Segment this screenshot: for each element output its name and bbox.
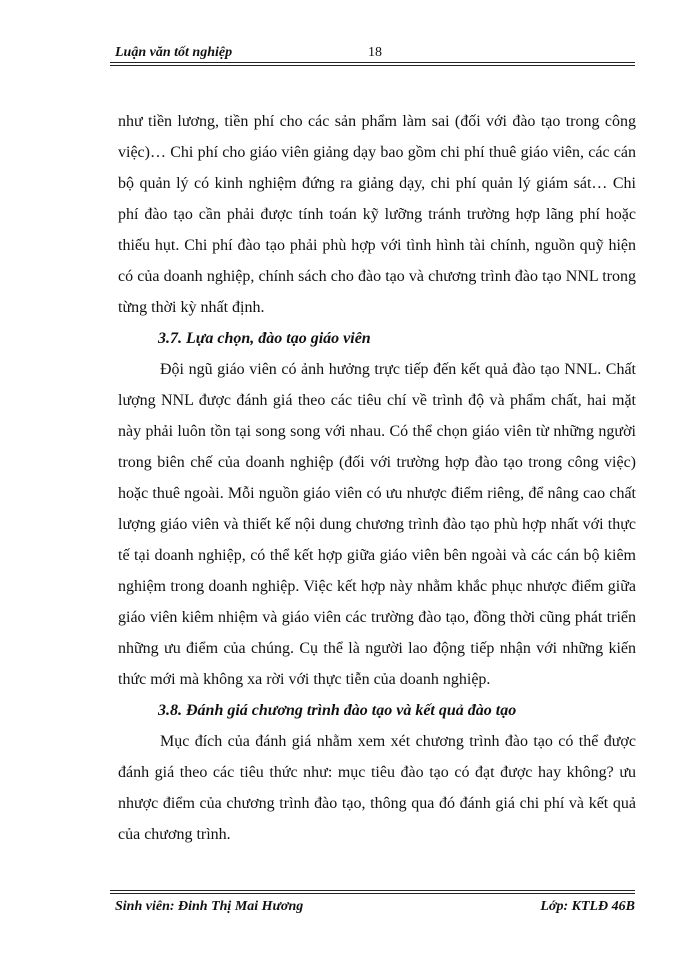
page-number: 18: [368, 45, 382, 60]
section-heading-3-8: 3.8. Đánh giá chương trình đào tạo và kết quả đào tạo: [158, 702, 517, 719]
page-header: [110, 42, 635, 66]
footer-class: Lớp: KTLĐ 46B: [540, 899, 635, 914]
header-rule-second: [110, 65, 635, 66]
paragraph-cost: như tiền lương, tiền phí cho các sản phẩm làm sai (đối với đào tạo trong công việc)… Chi phí cho giáo viên giảng dạy bao gồm chi phí thuê giáo viên, các cán bộ quản lý có kinh nghiệm đứng ra giảng dạy, chi phí quản lý giám sát… Chi phí đào tạo cần phải được tính toán kỹ lưỡng tránh trường hợp lãng phí hoặc thiếu hụt. Chi phí đào tạo phải phù hợp với tình hình tài chính, nguồn quỹ hiện có của doanh nghiệp, chính sách cho đào tạo và chương trình đào tạo NNL trong từng thời kỳ nhất định.: [118, 113, 636, 316]
footer-student: Sinh viên: Đinh Thị Mai Hương: [115, 899, 304, 914]
paragraph-evaluation: Mục đích của đánh giá nhằm xem xét chương trình đào tạo có thể được đánh giá theo các tiêu thức như: mục tiêu đào tạo có đạt được hay không? ưu nhược điểm của chương trình đào tạo, thông qua đó đánh giá chi phí và kết quả của chương trình.: [118, 733, 636, 843]
header-rule: [110, 62, 635, 63]
section-heading-3-7: 3.7. Lựa chọn, đào tạo giáo viên: [158, 330, 371, 347]
footer-rule: [110, 890, 635, 891]
footer-rule-second: [110, 893, 635, 894]
paragraph-teachers: Đội ngũ giáo viên có ảnh hưởng trực tiếp đến kết quả đào tạo NNL. Chất lượng NNL được đánh giá theo các tiêu chí về trình độ và phẩm chất, hai mặt này phải luôn tồn tại song song với nhau. Có thể chọn giáo viên từ những người trong biên chế của doanh nghiệp (đối với trường hợp đào tạo trong công việc) hoặc thuê ngoài. Mỗi nguồn giáo viên có ưu nhược điểm riêng, để nâng cao chất lượng giáo viên và thiết kế nội dung chương trình đào tạo phù hợp nhất với thực tế tại doanh nghiệp, có thể kết hợp giữa giáo viên bên ngoài và các cán bộ kiêm nghiệm trong doanh nghiệp. Việc kết hợp này nhằm khắc phục nhược điểm giữa giáo viên kiêm nhiệm và giáo viên các trường đào tạo, đồng thời cũng phát triển những ưu điểm của chúng. Cụ thể là người lao động tiếp nhận với những kiến thức mới mà không xa rời với thực tiễn của doanh nghiệp.: [118, 361, 636, 688]
header-title: Luận văn tốt nghiệp: [115, 45, 233, 60]
page-body: [118, 106, 636, 850]
page-footer: [110, 890, 635, 920]
